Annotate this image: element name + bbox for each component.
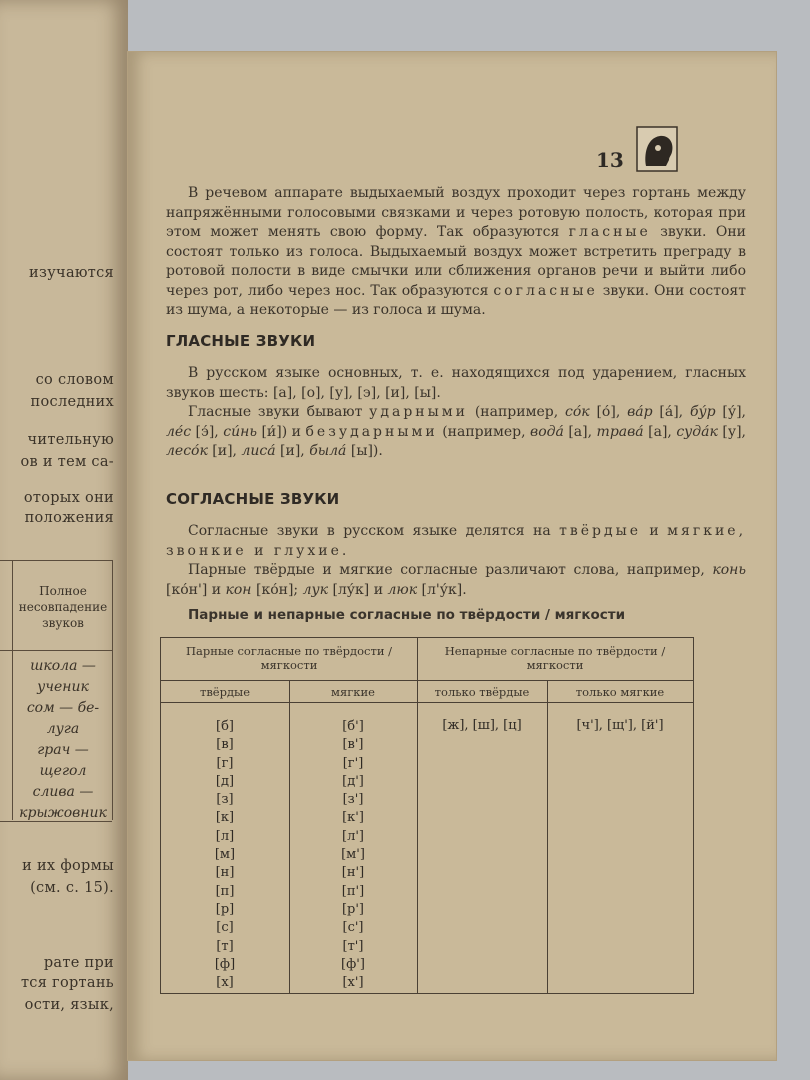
hard-consonant: [л] xyxy=(215,828,235,844)
hard-consonant: [з] xyxy=(216,792,234,808)
cell-only-soft: [ч'], [щ'], [й'] xyxy=(576,718,664,733)
cell-only-hard: [ж], [ш], [ц] xyxy=(442,718,522,733)
left-page-line: тся гортань xyxy=(20,975,114,991)
left-page-line: последних xyxy=(30,394,114,410)
hard-consonant: [б] xyxy=(216,719,234,734)
header-soft: мягкие xyxy=(331,685,375,699)
hard-consonant: [р] xyxy=(215,901,235,917)
left-table-example: крыжовник xyxy=(19,805,107,821)
consonants-text: Согласные звуки в русском языке делятся на твёрдые и мягкие, звонкие и глухие. Парные твёрдые и мягкие согласные различают слова, например, конь [ко́н'] и кон [ко́н]; лук [лу́к] и люк [л'у́к]. xyxy=(166,523,747,598)
left-page-line: чительную xyxy=(27,432,114,448)
header-unpaired: Непарные согласные по твёрдости / мягкости xyxy=(444,644,666,672)
left-page-line: (см. с. 15). xyxy=(30,880,114,896)
left-page-line: изучаются xyxy=(29,265,114,281)
hard-consonant: [ф] xyxy=(214,956,236,972)
left-table-example: грач — xyxy=(37,742,89,758)
hard-consonant: [в] xyxy=(216,737,234,753)
book-page xyxy=(128,52,776,1060)
left-page-line: рате при xyxy=(43,955,114,971)
soft-consonant: [н'] xyxy=(341,865,365,881)
hard-consonant: [м] xyxy=(214,847,236,863)
soft-consonant: [ф'] xyxy=(341,956,365,972)
soft-consonant: [д'] xyxy=(342,773,364,789)
soft-consonant: [к'] xyxy=(342,810,364,826)
hard-consonant: [с] xyxy=(216,920,234,936)
previous-page xyxy=(0,0,128,1080)
table-caption: Парные и непарные согласные по твёрдости / мягкости xyxy=(188,607,626,623)
soft-consonant: [л'] xyxy=(342,828,364,844)
intro-paragraph: В речевом аппарате выдыхаемый воздух проходит через гортань между напряжёнными голосовыми связками и через ротовую полость, которая при этом может менять свою форму. Так образуются гласные звуки. Они состоят только из голоса. Выдыхаемый воздух может встретить преграду в ротовой полости в виде смычки или сближения органов речи и выйти либо через рот, либо через нос. Так образуются согласные звуки. Они состоят из шума, а некоторые — из голоса и шума. xyxy=(166,185,746,318)
left-table-example: луга xyxy=(46,721,80,737)
hard-consonant: [х] xyxy=(216,975,234,991)
left-table-example: сом — бе- xyxy=(26,700,100,716)
column-hard xyxy=(161,718,289,992)
soft-consonant: [б'] xyxy=(342,719,364,734)
left-table-example: щегол xyxy=(39,763,87,779)
vowels-heading: ГЛАСНЫЕ ЗВУКИ xyxy=(166,332,316,350)
soft-consonant: [г'] xyxy=(342,755,364,771)
left-page-line: оторых они xyxy=(23,490,114,506)
left-page-line: и их формы xyxy=(22,858,114,874)
soft-consonant: [р'] xyxy=(341,901,365,917)
header-only-hard: только твёрдые xyxy=(434,685,530,699)
left-page-line: ов и тем са- xyxy=(20,454,114,470)
hard-consonant: [п] xyxy=(215,883,235,899)
consonants-table xyxy=(160,637,694,994)
left-page-line: ости, язык, xyxy=(24,997,114,1013)
left-table-example: слива — xyxy=(32,784,94,800)
hard-consonant: [т] xyxy=(216,938,234,954)
left-page-line: со словом xyxy=(35,372,114,388)
soft-consonant: [с'] xyxy=(342,920,364,936)
soft-consonant: [м'] xyxy=(341,847,365,863)
consonants-heading: СОГЛАСНЫЕ ЗВУКИ xyxy=(166,490,340,508)
hard-consonant: [н] xyxy=(215,865,235,881)
page-number: 13 xyxy=(596,148,624,172)
left-table-example: ученик xyxy=(37,679,89,695)
soft-consonant: [т'] xyxy=(342,938,364,954)
hard-consonant: [г] xyxy=(216,755,234,771)
hard-consonant: [к] xyxy=(215,810,235,826)
left-page-line: положения xyxy=(24,510,114,526)
header-paired: Парные согласные по твёрдости / мягкости xyxy=(185,644,393,672)
soft-consonant: [з'] xyxy=(342,792,364,808)
soft-consonant: [в'] xyxy=(342,737,364,753)
left-table-header: Полное несовпадение звуков xyxy=(18,584,108,630)
left-table-examples xyxy=(16,656,110,824)
vowels-text: В русском языке основных, т. е. находящихся под ударением, гласных звуков шесть: [а], [о], [у], [э], [и], [ы]. Гласные звуки бывают ударными (например, со́к [о́], ва́р [а́], бу́р [у́], ле́с [э́], си́нь [и́]) и безударными (например, вода́ [а], трава́ [а], суда́к [у], лесо́к [и], лиса́ [и], была́ [ы]). xyxy=(166,365,747,459)
header-only-soft: только мягкие xyxy=(575,685,665,699)
left-table-example: школа — xyxy=(30,658,96,674)
head-profile-icon xyxy=(636,126,678,172)
column-soft xyxy=(289,718,417,992)
header-hard: твёрдые xyxy=(199,685,251,699)
soft-consonant: [х'] xyxy=(342,975,364,991)
soft-consonant: [п'] xyxy=(341,883,365,899)
hard-consonant: [д] xyxy=(215,773,235,789)
